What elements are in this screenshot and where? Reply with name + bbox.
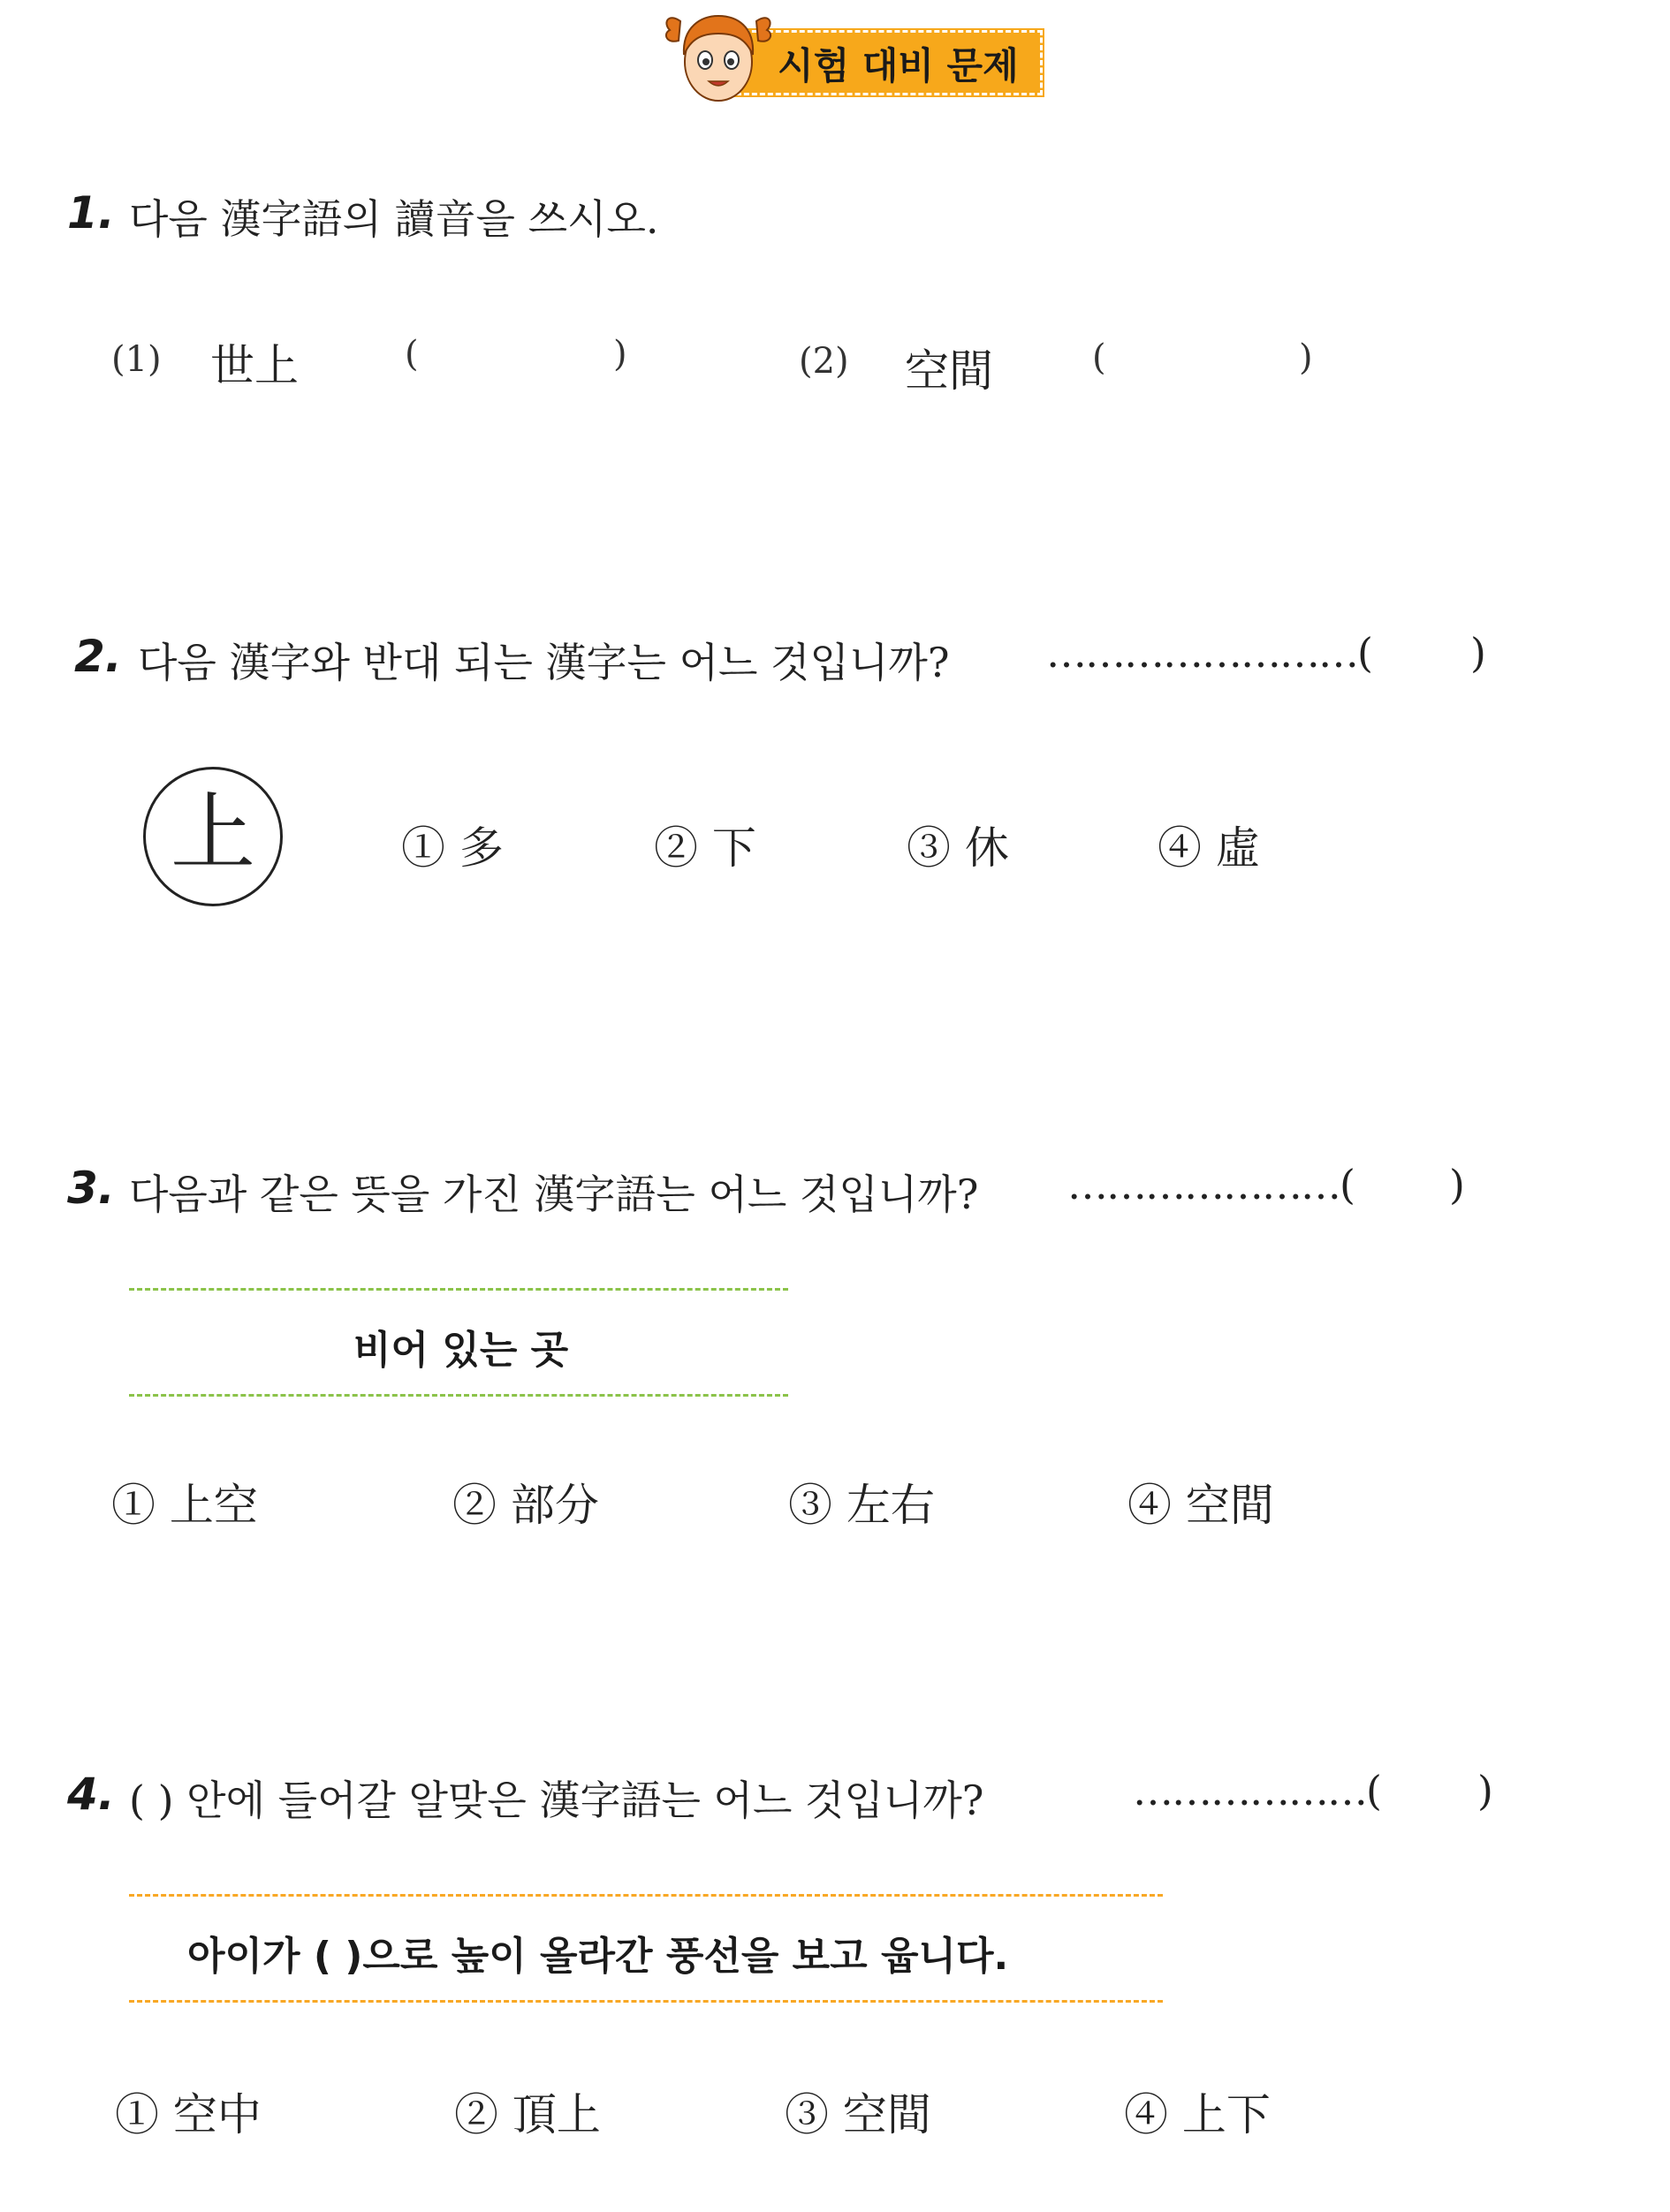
q2-option-2: ② 下 [654, 822, 756, 874]
q2-option-4: ④ 虛 [1158, 822, 1260, 874]
q3-text: 다음과 같은 뜻을 가진 漢字語는 어느 것입니까? [129, 1170, 979, 1218]
q2-option-3: ③ 休 [907, 822, 1009, 874]
q1-item1-open-paren: ( [405, 334, 419, 375]
q1-item2-open-paren: ( [1092, 337, 1106, 378]
q4-option-3: ③ 空間 [785, 2089, 931, 2140]
q1-item1-label: (1) [111, 339, 162, 380]
q2-number: 2. [74, 631, 122, 682]
mascot-girl-icon [661, 4, 776, 108]
header-title: 시험 대비 문제 [778, 44, 1019, 87]
q3-box-bottom-line [129, 1394, 788, 1397]
q3-answer-leader: …………………( [1067, 1161, 1354, 1208]
q3-box-text: 비어 있는 곳 [353, 1328, 569, 1373]
q2-circle-char: 上 [171, 784, 255, 883]
q3-option-1: ① 上空 [111, 1480, 258, 1531]
q4-box-text: 아이가 ( )으로 높이 올라간 풍선을 보고 웁니다. [187, 1934, 1009, 1979]
q1-item2-close-paren: ) [1299, 337, 1313, 378]
q3-answer-close: ) [1449, 1161, 1465, 1208]
q3-option-4: ④ 空間 [1127, 1480, 1274, 1531]
q4-option-4: ④ 上下 [1124, 2089, 1271, 2140]
q3-option-2: ② 部分 [452, 1480, 599, 1531]
q2-answer-close: ) [1470, 629, 1486, 677]
q1-number: 1. [67, 187, 115, 239]
q4-answer-close: ) [1477, 1767, 1493, 1814]
q4-box-bottom-line [129, 2000, 1163, 2003]
q4-answer-leader: ………………( [1133, 1767, 1380, 1814]
q2-answer-leader: ……………………( [1046, 629, 1371, 677]
q4-box-top-line [129, 1894, 1163, 1897]
q2-option-1: ① 多 [401, 822, 504, 874]
q1-text: 다음 漢字語의 讀音을 쓰시오. [129, 195, 659, 243]
q3-option-3: ③ 左右 [788, 1480, 935, 1531]
q4-text: ( ) 안에 들어갈 알맞은 漢字語는 어느 것입니까? [129, 1776, 984, 1824]
q4-number: 4. [67, 1769, 115, 1820]
q3-number: 3. [67, 1163, 115, 1214]
q1-item1-close-paren: ) [613, 334, 627, 375]
q1-item1-hanja: 世上 [210, 340, 299, 391]
q3-box-top-line [129, 1288, 788, 1291]
q4-option-1: ① 空中 [115, 2089, 262, 2140]
q2-text: 다음 漢字와 반대 되는 漢字는 어느 것입니까? [138, 639, 950, 686]
q1-item2-hanja: 空間 [905, 345, 993, 397]
q4-option-2: ② 頂上 [454, 2089, 601, 2140]
q1-item2-label: (2) [799, 341, 849, 382]
